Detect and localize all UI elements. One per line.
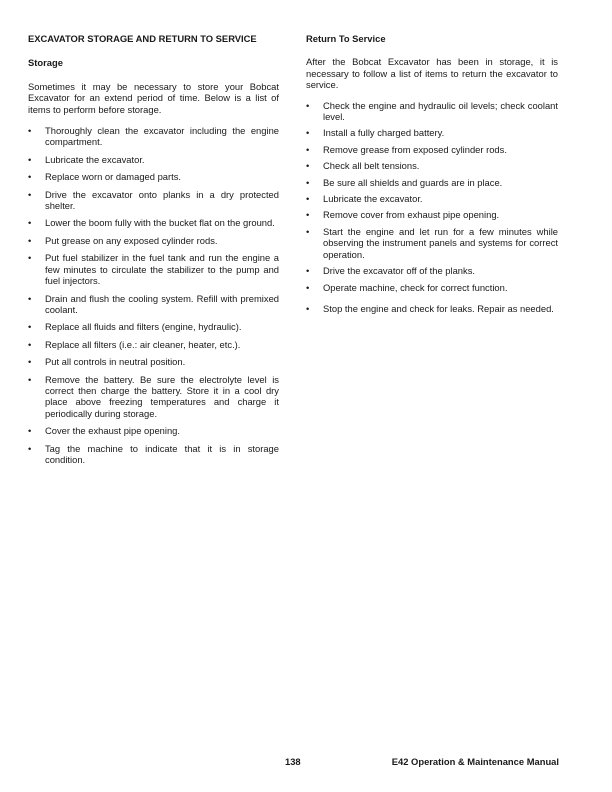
list-item: • Drain and flush the cooling system. Refill with premixed coolant. [28, 292, 279, 315]
bullet: • [306, 176, 310, 188]
section-title: EXCAVATOR STORAGE AND RETURN TO SERVICE [28, 33, 257, 44]
list-item: • Lubricate the excavator. [28, 153, 145, 165]
list-item: • Put all controls in neutral position. [28, 356, 186, 368]
bullet: • [28, 153, 32, 165]
list-item: • Lower the boom fully with the bucket flat on the ground. [28, 217, 275, 229]
list-item: • Stop the engine and check for leaks. Repair as needed. [306, 302, 554, 314]
list-item: • Tag the machine to indicate that it is in storage condition. [28, 442, 279, 465]
bullet: • [306, 302, 310, 314]
bullet: • [306, 209, 310, 221]
list-item: • Put grease on any exposed cylinder rods. [28, 234, 218, 246]
list-item: • Replace worn or damaged parts. [28, 171, 182, 183]
manual-title: E42 Operation & Maintenance Manual [391, 756, 559, 767]
bullet: • [28, 338, 32, 350]
list-item: • Remove cover from exhaust pipe opening. [306, 209, 500, 221]
list-item: • Start the engine and let run for a few minutes while observing the instrument panels and systems for correct operation. [306, 225, 558, 260]
bullet: • [306, 265, 310, 277]
bullet: • [306, 225, 310, 237]
bullet: • [28, 217, 32, 229]
list-item: • Replace all fluids and filters (engine, hydraulic). [28, 321, 242, 333]
bullet: • [306, 193, 310, 205]
bullet: • [28, 171, 32, 183]
left-column [28, 33, 279, 471]
list-item: • Thoroughly clean the excavator including the engine compartment. [28, 125, 279, 148]
list-item: • Put fuel stabilizer in the fuel tank and run the engine a few minutes to circulate the stabilizer to the pump and fuel injectors. [28, 252, 279, 287]
list-item: • Remove the battery. Be sure the electrolyte level is correct then charge the battery. Store it in a cool dry place above freezing temperatures and charge it periodically during storage. [28, 373, 279, 419]
bullet: • [28, 425, 32, 437]
bullet: • [28, 234, 32, 246]
return-heading: Return To Service [306, 33, 386, 44]
list-item: • Be sure all shields and guards are in place. [306, 176, 503, 188]
return-intro: After the Bobcat Excavator has been in storage, it is necessary to follow a list of items to return the excavator to service. [306, 56, 558, 91]
storage-heading: Storage [28, 57, 63, 69]
list-item: • Operate machine, check for correct function. [306, 281, 508, 293]
list-item: • Check the engine and hydraulic oil levels; check coolant level. [306, 99, 558, 123]
bullet: • [306, 143, 310, 155]
bullet: • [306, 99, 310, 111]
right-column [306, 33, 558, 319]
list-item: • Lubricate the excavator. [306, 193, 423, 205]
bullet: • [28, 373, 32, 385]
list-item: • Replace all filters (i.e.: air cleaner, heater, etc.). [28, 338, 241, 350]
bullet: • [306, 281, 310, 293]
bullet: • [28, 356, 32, 368]
list-item: • Drive the excavator onto planks in a dry protected shelter. [28, 188, 279, 212]
list-item: • Cover the exhaust pipe opening. [28, 425, 180, 437]
list-item: • Check all belt tensions. [306, 160, 420, 172]
bullet: • [28, 321, 32, 333]
bullet: • [28, 252, 32, 264]
bullet: • [28, 442, 32, 454]
storage-intro: Sometimes it may be necessary to store your Bobcat Excavator for an extend period of time. Below is a list of items to perform before storage. [28, 80, 279, 115]
storage-list [28, 125, 279, 465]
bullet: • [28, 188, 32, 200]
bullet: • [306, 160, 310, 172]
list-item: • Drive the excavator off of the planks. [306, 265, 475, 277]
list-item: • Install a fully charged battery. [306, 127, 445, 139]
bullet: • [28, 125, 32, 137]
return-list [306, 100, 558, 315]
list-item: • Remove grease from exposed cylinder rods. [306, 143, 507, 155]
bullet: • [28, 292, 32, 304]
page-number: 138 [285, 756, 301, 767]
bullet: • [306, 127, 310, 139]
